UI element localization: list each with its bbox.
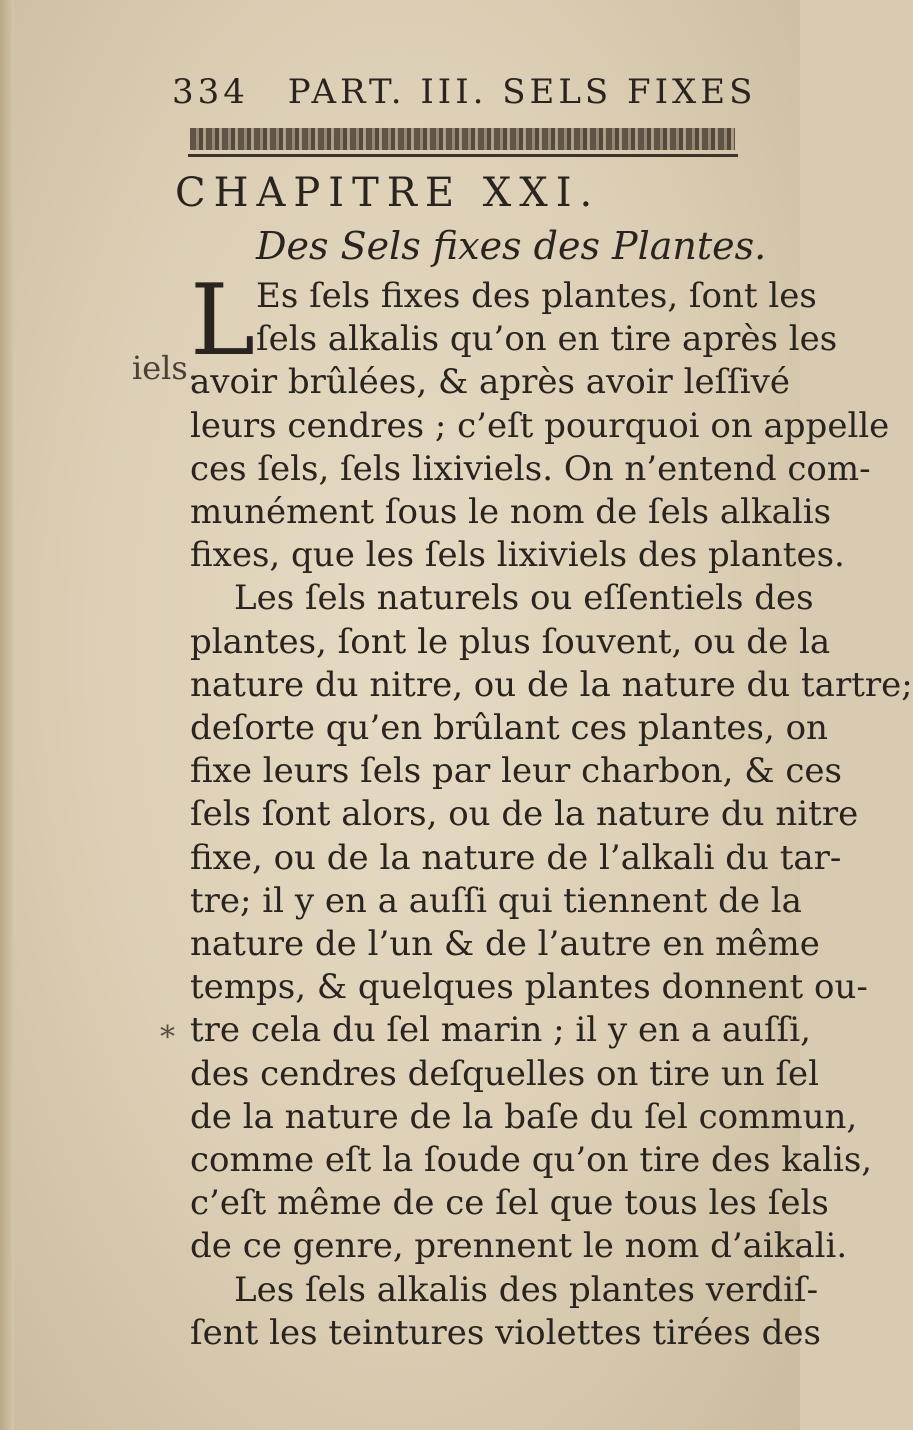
decorative-band <box>190 128 735 150</box>
text-line: c’eſt même de ce ſel que tous les ſels <box>190 1183 829 1224</box>
text-line: comme eſt la ſoude qu’on tire des kalis, <box>190 1140 873 1180</box>
chapter-heading: CHAPITRE XXI. <box>175 170 601 216</box>
text-line: ces ſels, ſels lixiviels. On n’entend com- <box>190 448 871 489</box>
text-line: Les ſels alkalis des plantes verdiſ- <box>234 1269 819 1310</box>
running-title: PART. III. SELS FIXES <box>287 72 757 112</box>
margin-star: * <box>160 1020 175 1055</box>
text-line: nature de l’un & de l’autre en même <box>190 924 820 964</box>
text-line: des cendres deſquelles on tire un ſel <box>190 1053 820 1094</box>
text-line: Les ſels naturels ou eſſentiels des <box>234 578 814 619</box>
text-line: deſorte qu’en brûlant ces plantes, on <box>190 708 828 748</box>
text-line: nature du nitre, ou de la nature du tartre; <box>190 664 913 705</box>
text-line: fixe, ou de la nature de l’alkali du tar- <box>190 837 842 878</box>
chapter-subtitle: Des Sels fixes des Plantes. <box>256 224 767 268</box>
text-line: tre cela du ſel marin ; il y en a auſſi, <box>190 1010 811 1051</box>
text-line: fixe leurs ſels par leur charbon, & ces <box>190 751 842 792</box>
text-line: plantes, ſont le plus ſouvent, ou de la <box>190 621 831 662</box>
margin-note: iels. <box>132 349 198 387</box>
drop-cap: L <box>190 264 256 378</box>
text-line: tre; il y en a auſſi qui tiennent de la <box>190 880 802 921</box>
page-number: 334 <box>172 72 249 112</box>
text-line: ſels alkalis qu’on en tire après les <box>256 319 838 360</box>
text-line: de ce genre, prennent le nom d’aikali. <box>190 1226 848 1267</box>
text-line: ſent les teintures violettes tirées des <box>190 1312 821 1353</box>
text-line: fixes, que les ſels lixiviels des plantes. <box>190 535 845 576</box>
text-line: Es ſels fixes des plantes, ſont les <box>256 276 817 316</box>
running-header <box>172 72 756 112</box>
text-line: temps, & quelques plantes donnent ou- <box>190 967 868 1008</box>
text-line: ſels ſont alors, ou de la nature du nitre <box>190 794 859 835</box>
page-binding-edge <box>0 0 14 1430</box>
text-line: munément ſous le nom de ſels alkalis <box>190 492 832 532</box>
text-line: leurs cendres ; c’eſt pourquoi on appelle <box>190 405 890 446</box>
text-line: de la nature de la baſe du ſel commun, <box>190 1096 858 1137</box>
text-line: avoir brûlées, & après avoir leſſivé <box>190 362 790 403</box>
divider-rule <box>188 154 738 157</box>
